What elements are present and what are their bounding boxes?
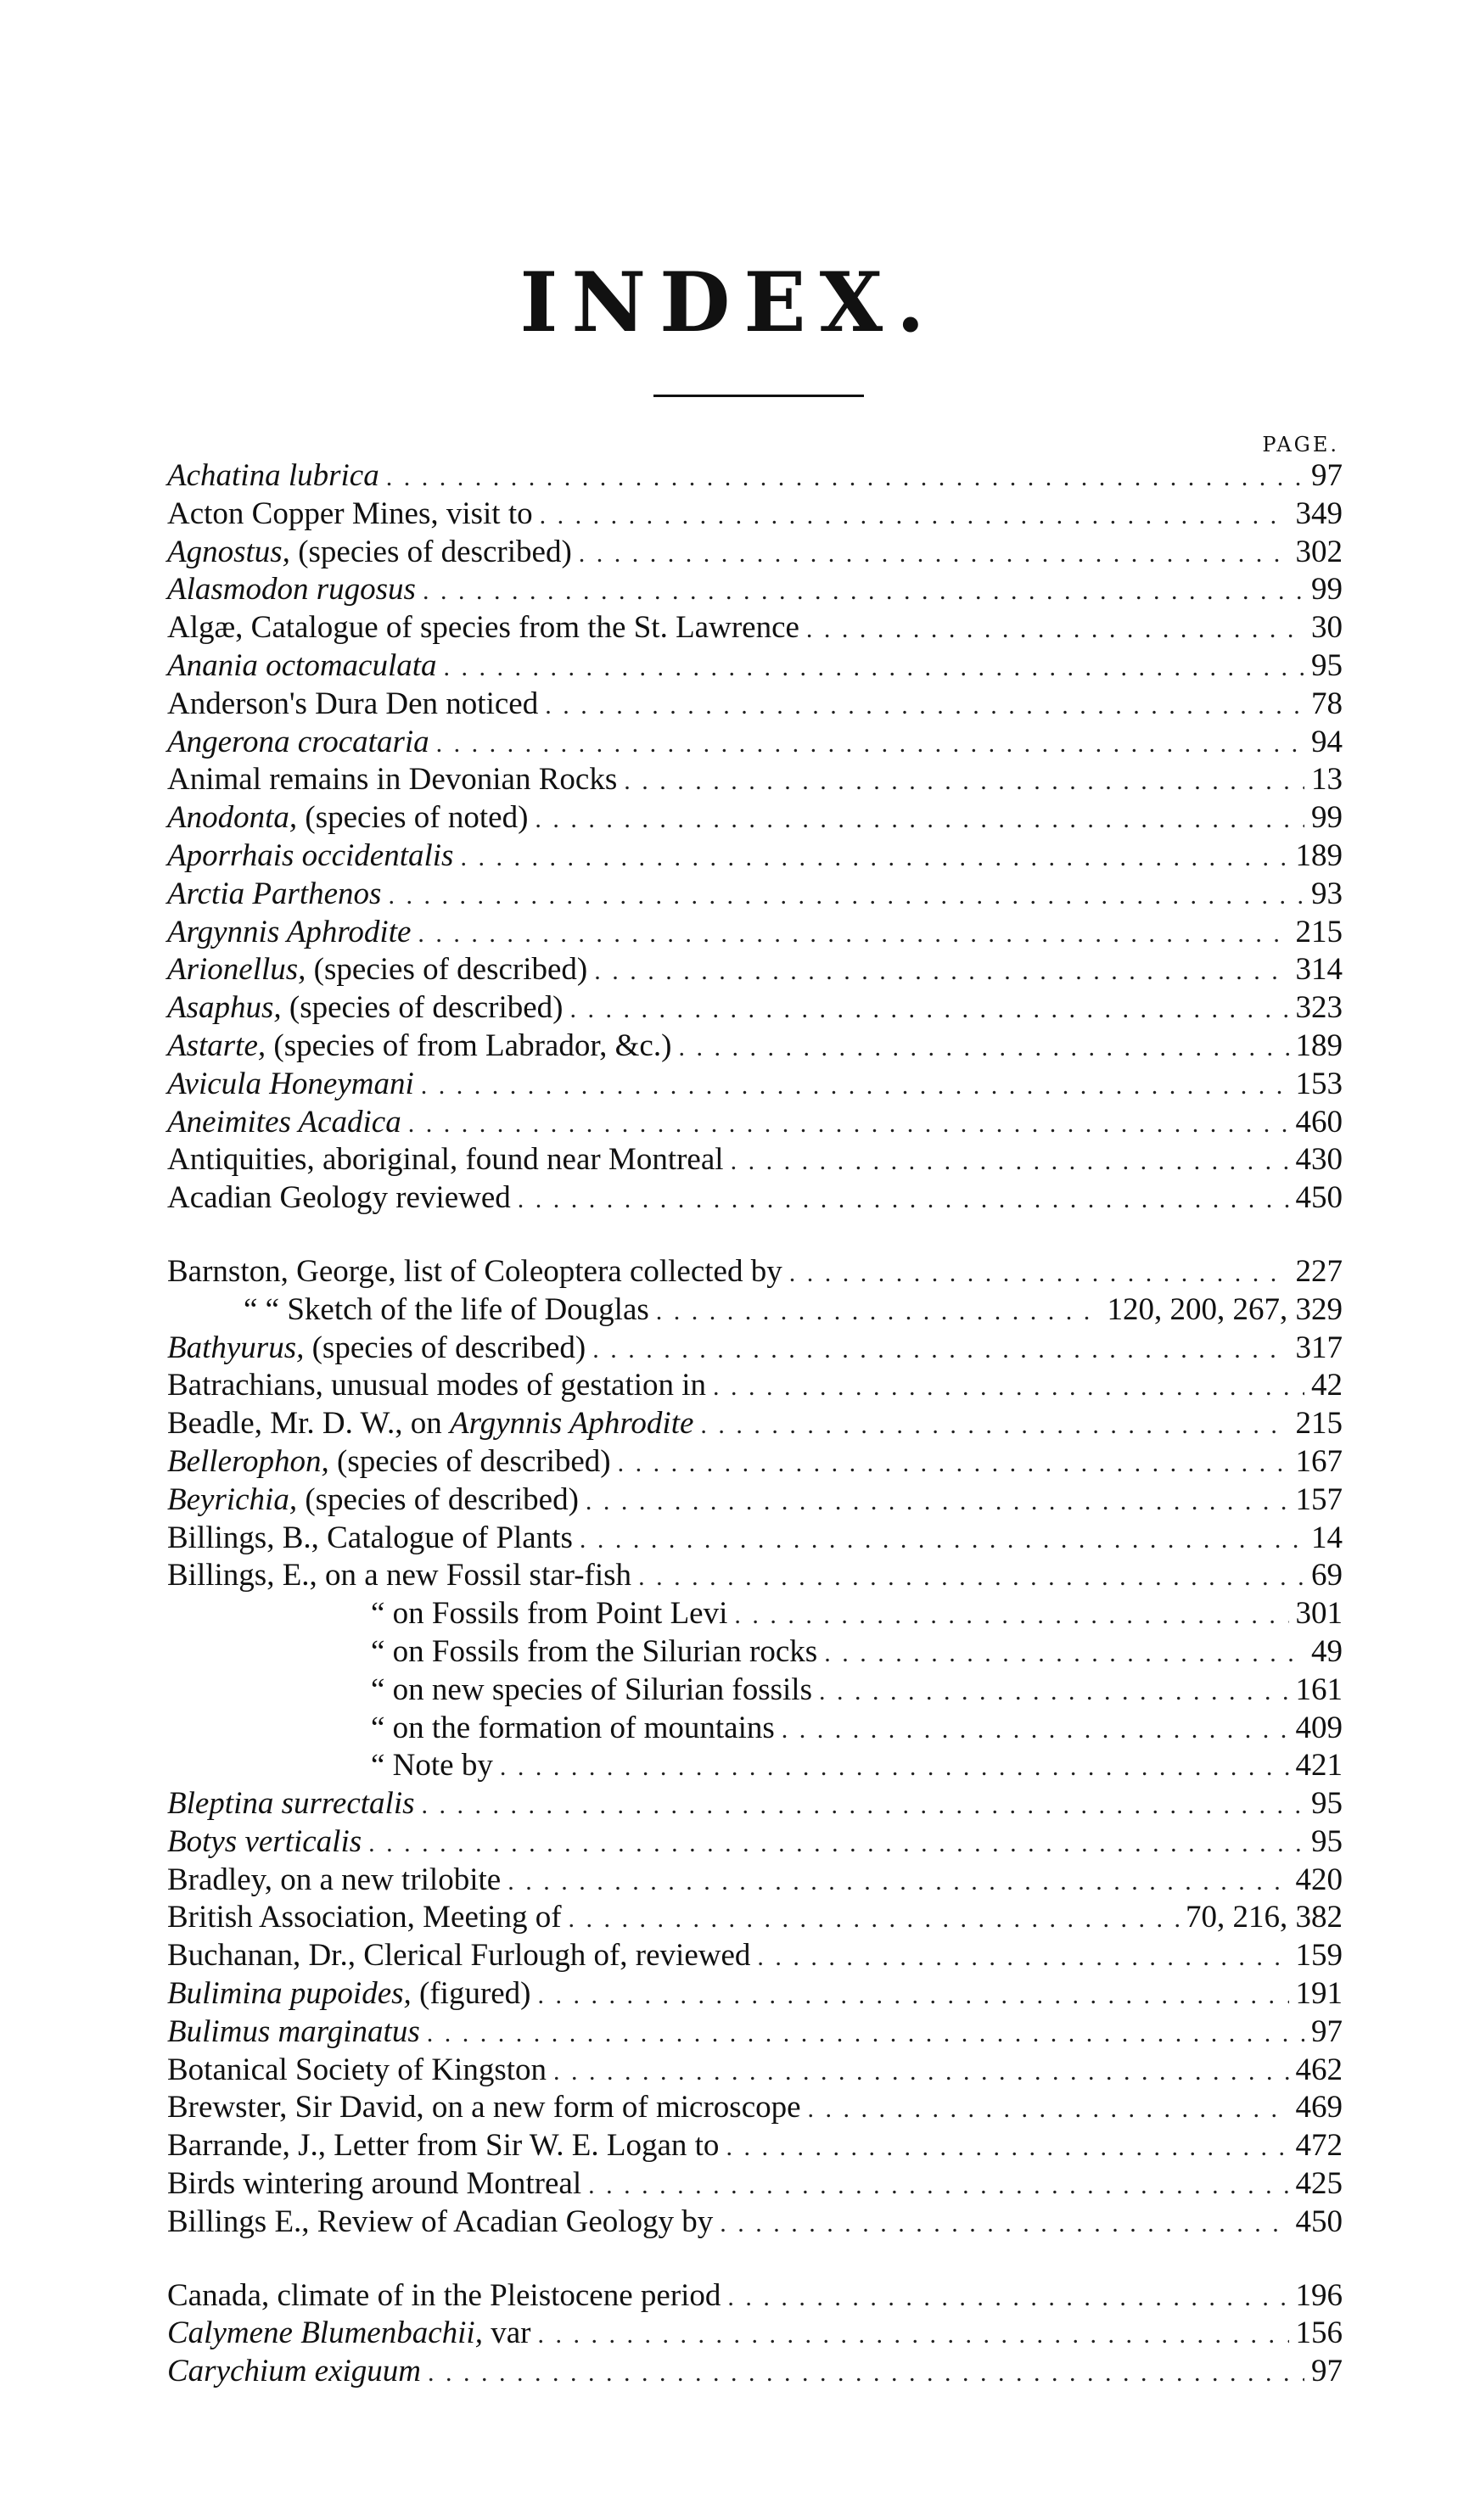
dot-leader	[734, 1597, 1288, 1635]
entry-text: Canada, climate of in the Pleistocene period	[167, 2277, 721, 2313]
index-entry	[167, 914, 411, 952]
page-number: 156	[1295, 2316, 1343, 2351]
entry-text: Anderson's Dura Den noticed	[167, 686, 539, 721]
entry-suffix-text: (species of described)	[328, 1443, 611, 1479]
entry-italic-text: Bathyurus,	[167, 1330, 305, 1365]
entry-text: Acadian Geology reviewed	[167, 1180, 511, 1216]
page-number: 425	[1295, 2166, 1343, 2202]
dot-leader	[806, 611, 1304, 649]
entry-text: Algæ, Catalogue of species from the St. Lawrence	[167, 610, 799, 646]
page-title: INDEX.	[519, 255, 939, 350]
page-number: 215	[1295, 1406, 1343, 1442]
index-row	[167, 647, 1343, 686]
index-list	[167, 457, 1343, 2391]
index-row	[167, 2165, 1343, 2204]
index-row	[167, 2353, 1343, 2391]
index-row	[167, 1066, 1343, 1104]
dot-leader	[731, 1143, 1289, 1181]
dot-leader	[545, 687, 1304, 725]
index-entry	[167, 1672, 812, 1710]
page-number: 69	[1311, 1558, 1343, 1593]
dot-leader	[535, 801, 1304, 839]
entry-text: Billings, E., on a new Fossil star-fish	[167, 1558, 632, 1593]
index-entry	[167, 1028, 671, 1066]
index-entry	[167, 1066, 414, 1104]
entry-italic-text: Anania octomaculata	[167, 647, 437, 683]
dot-leader	[460, 839, 1288, 877]
index-entry	[167, 1823, 362, 1862]
entry-text: Acton Copper Mines, visit to	[167, 496, 533, 531]
page-number: 314	[1295, 952, 1343, 988]
page-number: 189	[1295, 1028, 1343, 1063]
entry-suffix-text: (species of described)	[289, 534, 572, 569]
index-entry	[167, 1633, 817, 1672]
index-entry	[167, 1253, 782, 1291]
dot-leader	[656, 1293, 1101, 1331]
entry-italic-text: Achatina lubrica	[167, 458, 379, 493]
dot-leader	[408, 1106, 1289, 1144]
dot-leader	[569, 1901, 1179, 1939]
page-number: 13	[1311, 762, 1343, 798]
entry-italic-text: Calymene Blumenbachii,	[167, 2316, 483, 2351]
dot-leader	[592, 1331, 1288, 1369]
index-entry	[167, 1330, 586, 1368]
index-row	[167, 799, 1343, 837]
index-entry	[167, 1557, 631, 1595]
page-number: 97	[1311, 458, 1343, 493]
index-entry	[167, 2089, 801, 2127]
dot-leader	[540, 497, 1289, 535]
entry-italic-text: Aporrhais occidentalis	[167, 837, 454, 873]
dot-leader	[594, 953, 1288, 991]
page-number: 323	[1295, 990, 1343, 1026]
index-row	[167, 1899, 1343, 1937]
index-entry	[167, 2277, 721, 2316]
index-row	[167, 1179, 1343, 1218]
index-row	[167, 2127, 1343, 2165]
index-entry	[167, 686, 538, 724]
index-row	[167, 1330, 1343, 1368]
dot-leader	[538, 1977, 1289, 2015]
dot-leader	[500, 1749, 1289, 1787]
index-entry	[167, 1291, 649, 1330]
index-entry	[167, 609, 799, 647]
entry-suffix-text: var	[482, 2316, 531, 2351]
page-number: 167	[1295, 1443, 1343, 1479]
dot-leader	[368, 1825, 1304, 1863]
dot-leader	[579, 535, 1289, 574]
page-number: 302	[1295, 534, 1343, 569]
entry-italic-text: Anodonta,	[167, 800, 298, 836]
title-rule	[653, 395, 864, 397]
index-row	[167, 457, 1343, 496]
index-entry	[167, 1710, 775, 1748]
index-row	[167, 1747, 1343, 1785]
dot-leader	[580, 1521, 1304, 1560]
index-entry	[167, 724, 429, 762]
entry-italic-text: Beyrichia,	[167, 1481, 298, 1517]
index-row	[167, 1481, 1343, 1520]
entry-italic-text: Carychium exiguum	[167, 2354, 422, 2389]
dot-leader	[727, 2279, 1288, 2317]
index-entry	[167, 2204, 713, 2242]
entry-italic-text: Arionellus,	[167, 952, 306, 988]
page-number: 430	[1295, 1142, 1343, 1178]
index-entry	[167, 989, 563, 1028]
dot-leader	[537, 2316, 1288, 2355]
page-number: 215	[1295, 914, 1343, 949]
page-number: 97	[1311, 2354, 1343, 2389]
index-row	[167, 2277, 1343, 2316]
index-row	[167, 2013, 1343, 2052]
entry-suffix-text: (species of noted)	[297, 800, 529, 836]
index-row	[167, 837, 1343, 876]
index-entry	[167, 1975, 531, 2013]
index-entry	[167, 1141, 724, 1179]
dot-leader	[808, 2091, 1289, 2129]
page-number: 469	[1295, 2090, 1343, 2125]
index-entry	[167, 761, 617, 799]
page-column-label: PAGE.	[1262, 433, 1339, 456]
index-entry	[167, 1104, 401, 1142]
index-row	[167, 534, 1343, 572]
index-row	[167, 1633, 1343, 1672]
page-number: 49	[1311, 1633, 1343, 1669]
page-number: 99	[1311, 572, 1343, 608]
dot-leader	[518, 1181, 1289, 1219]
index-entry	[167, 571, 416, 609]
page-number: 349	[1295, 496, 1343, 531]
index-entry	[167, 1937, 750, 1975]
index-row	[167, 1443, 1343, 1481]
entry-suffix-text: (species of described)	[304, 1330, 586, 1365]
index-entry	[167, 1367, 706, 1405]
entry-text: British Association, Meeting of	[167, 1900, 562, 1935]
entry-suffix-text: (species of described)	[306, 952, 588, 988]
page-number: 460	[1295, 1104, 1343, 1140]
entry-italic-text: Aneimites Acadica	[167, 1104, 401, 1140]
page-number: 99	[1311, 800, 1343, 836]
dot-leader	[569, 991, 1288, 1029]
dot-leader	[588, 2167, 1288, 2205]
entry-italic-text: Astarte,	[167, 1028, 266, 1063]
page-number: 420	[1295, 1862, 1343, 1897]
page-number: 301	[1295, 1596, 1343, 1632]
entry-text: Beadle, Mr. D. W., on	[167, 1406, 450, 1442]
index-entry	[167, 1520, 573, 1558]
page-number: 161	[1295, 1672, 1343, 1707]
index-row	[167, 1823, 1343, 1862]
entry-italic-text: Argynnis Aphrodite	[167, 914, 412, 949]
dot-leader	[553, 2053, 1288, 2092]
page-number: 157	[1295, 1481, 1343, 1517]
index-row	[167, 1937, 1343, 1975]
dot-leader	[421, 1067, 1289, 1106]
page-number: 78	[1311, 686, 1343, 721]
page-number: 227	[1295, 1253, 1343, 1289]
entry-text: Barnston, George, list of Coleoptera collected by	[167, 1253, 782, 1289]
entry-text: “ on the formation of mountains	[371, 1710, 775, 1745]
entry-italic-text: Bleptina surrectalis	[167, 1786, 415, 1822]
index-row	[167, 1520, 1343, 1558]
dot-leader	[444, 649, 1304, 687]
index-row	[167, 1672, 1343, 1710]
index-entry	[167, 1179, 511, 1218]
index-row	[167, 1785, 1343, 1823]
entry-italic-text: Botys verticalis	[167, 1823, 362, 1859]
page-number: 450	[1295, 2204, 1343, 2239]
dot-leader	[436, 725, 1304, 764]
page-number: 159	[1295, 1938, 1343, 1974]
entry-text: Buchanan, Dr., Clerical Furlough of, reviewed	[167, 1938, 751, 1974]
page-number: 450	[1295, 1180, 1343, 1216]
dot-leader	[423, 573, 1304, 611]
entry-text: Birds wintering around Montreal	[167, 2166, 582, 2202]
dot-leader	[720, 2205, 1288, 2243]
entry-italic-text: Alasmodon rugosus	[167, 572, 416, 608]
dot-leader	[700, 1407, 1288, 1445]
index-row	[167, 1405, 1343, 1443]
index-entry	[167, 2315, 530, 2353]
entry-italic-text: Avicula Honeymani	[167, 1066, 414, 1101]
index-row	[167, 914, 1343, 952]
entry-italic-text: Bulimina pupoides,	[167, 1976, 412, 2012]
dot-leader	[638, 1559, 1304, 1597]
page-number: 95	[1311, 647, 1343, 683]
page-number: 94	[1311, 724, 1343, 759]
index-row	[167, 1862, 1343, 1900]
page-number: 97	[1311, 2013, 1343, 2049]
index-row	[167, 496, 1343, 534]
entry-italic-text: Angerona crocataria	[167, 724, 429, 759]
index-row	[167, 989, 1343, 1028]
dot-leader	[757, 1939, 1288, 1977]
dot-leader	[819, 1673, 1289, 1711]
dot-leader	[422, 1787, 1304, 1825]
index-row	[167, 951, 1343, 989]
entry-text: “ Note by	[371, 1748, 493, 1784]
entry-text: “ on Fossils from the Silurian rocks	[371, 1633, 818, 1669]
index-row	[167, 1028, 1343, 1066]
entry-text: Bradley, on a new trilobite	[167, 1862, 502, 1897]
dot-leader	[726, 2129, 1288, 2167]
page-number: 30	[1311, 610, 1343, 646]
index-row	[167, 1710, 1343, 1748]
page-number: 93	[1311, 876, 1343, 911]
dot-leader	[507, 1863, 1288, 1901]
index-entry	[167, 1481, 579, 1520]
index-row	[167, 1595, 1343, 1633]
entry-text: Brewster, Sir David, on a new form of microscope	[167, 2090, 801, 2125]
index-entry	[167, 1785, 415, 1823]
dot-leader	[427, 2015, 1304, 2053]
entry-text: “ “ Sketch of the life of Douglas	[244, 1291, 649, 1327]
entry-suffix-text: (species of described)	[281, 990, 564, 1026]
entry-text: Billings E., Review of Acadian Geology by	[167, 2204, 714, 2239]
page-number: 70, 216, 382	[1186, 1900, 1343, 1935]
page-number: 196	[1295, 2277, 1343, 2313]
dot-leader	[418, 916, 1288, 954]
entry-text: Botanical Society of Kingston	[167, 2052, 547, 2087]
entry-text: Animal remains in Devonian Rocks	[167, 762, 618, 798]
index-row	[167, 1291, 1343, 1330]
index-entry	[167, 2052, 547, 2090]
index-row	[167, 2089, 1343, 2127]
dot-leader	[789, 1255, 1289, 1293]
entry-text: Batrachians, unusual modes of gestation in	[167, 1368, 707, 1403]
entry-italic-text: Argynnis Aphrodite	[449, 1406, 694, 1442]
index-entry	[167, 1405, 693, 1443]
page-number: 120, 200, 267, 329	[1107, 1291, 1343, 1327]
index-row	[167, 2315, 1343, 2353]
index-entry	[167, 1595, 727, 1633]
page-number: 14	[1311, 1520, 1343, 1555]
dot-leader	[782, 1711, 1289, 1750]
entry-suffix-text: (figured)	[411, 1976, 531, 2012]
entry-italic-text: Arctia Parthenos	[167, 876, 382, 911]
index-row	[167, 876, 1343, 914]
dot-leader	[678, 1029, 1288, 1067]
entry-text: Antiquities, aboriginal, found near Montreal	[167, 1142, 724, 1178]
index-entry	[167, 2127, 719, 2165]
index-entry	[167, 2165, 581, 2204]
page-number: 95	[1311, 1786, 1343, 1822]
page-number: 421	[1295, 1748, 1343, 1784]
entry-suffix-text: (species of from Labrador, &c.)	[266, 1028, 672, 1063]
index-entry	[167, 2013, 420, 2052]
index-entry	[167, 2353, 421, 2391]
page-number: 191	[1295, 1976, 1343, 2012]
page-number: 472	[1295, 2128, 1343, 2164]
index-entry	[167, 951, 587, 989]
index-row	[167, 2204, 1343, 2242]
index-entry	[167, 496, 533, 534]
index-row	[167, 1367, 1343, 1405]
index-row	[167, 761, 1343, 799]
index-row	[167, 1975, 1343, 2013]
dot-leader	[386, 459, 1304, 497]
index-row	[167, 1141, 1343, 1179]
entry-italic-text: Bulimus marginatus	[167, 2013, 420, 2049]
page-number: 409	[1295, 1710, 1343, 1745]
index-row	[167, 2052, 1343, 2090]
entry-italic-text: Asaphus,	[167, 990, 282, 1026]
index-row	[167, 1104, 1343, 1142]
dot-leader	[624, 763, 1304, 801]
index-row	[167, 724, 1343, 762]
index-row	[167, 1253, 1343, 1291]
index-entry	[167, 534, 572, 572]
page-number: 153	[1295, 1066, 1343, 1101]
index-row	[167, 1557, 1343, 1595]
page-number: 95	[1311, 1823, 1343, 1859]
index-row	[167, 609, 1343, 647]
page-number: 462	[1295, 2052, 1343, 2087]
index-entry	[167, 457, 379, 496]
entry-italic-text: Bellerophon,	[167, 1443, 329, 1479]
entry-text: Barrande, J., Letter from Sir W. E. Logan to	[167, 2128, 720, 2164]
page-number: 189	[1295, 837, 1343, 873]
dot-leader	[618, 1445, 1289, 1483]
index-row	[167, 686, 1343, 724]
page-number: 317	[1295, 1330, 1343, 1365]
dot-leader	[586, 1483, 1289, 1521]
index-entry	[167, 876, 381, 914]
dot-leader	[428, 2355, 1304, 2393]
dot-leader	[824, 1635, 1304, 1673]
entry-text: “ on new species of Silurian fossils	[371, 1672, 812, 1707]
index-row	[167, 571, 1343, 609]
entry-text: Billings, B., Catalogue of Plants	[167, 1520, 573, 1555]
entry-suffix-text: (species of described)	[297, 1481, 579, 1517]
entry-italic-text: Agnostus,	[167, 534, 290, 569]
page-number: 42	[1311, 1368, 1343, 1403]
index-entry	[167, 1443, 611, 1481]
index-entry	[167, 1862, 501, 1900]
index-entry	[167, 647, 437, 686]
entry-text: “ on Fossils from Point Levi	[371, 1596, 728, 1632]
index-entry	[167, 1747, 493, 1785]
index-entry	[167, 799, 528, 837]
dot-leader	[388, 877, 1304, 916]
index-entry	[167, 837, 453, 876]
index-entry	[167, 1899, 562, 1937]
dot-leader	[713, 1369, 1304, 1407]
